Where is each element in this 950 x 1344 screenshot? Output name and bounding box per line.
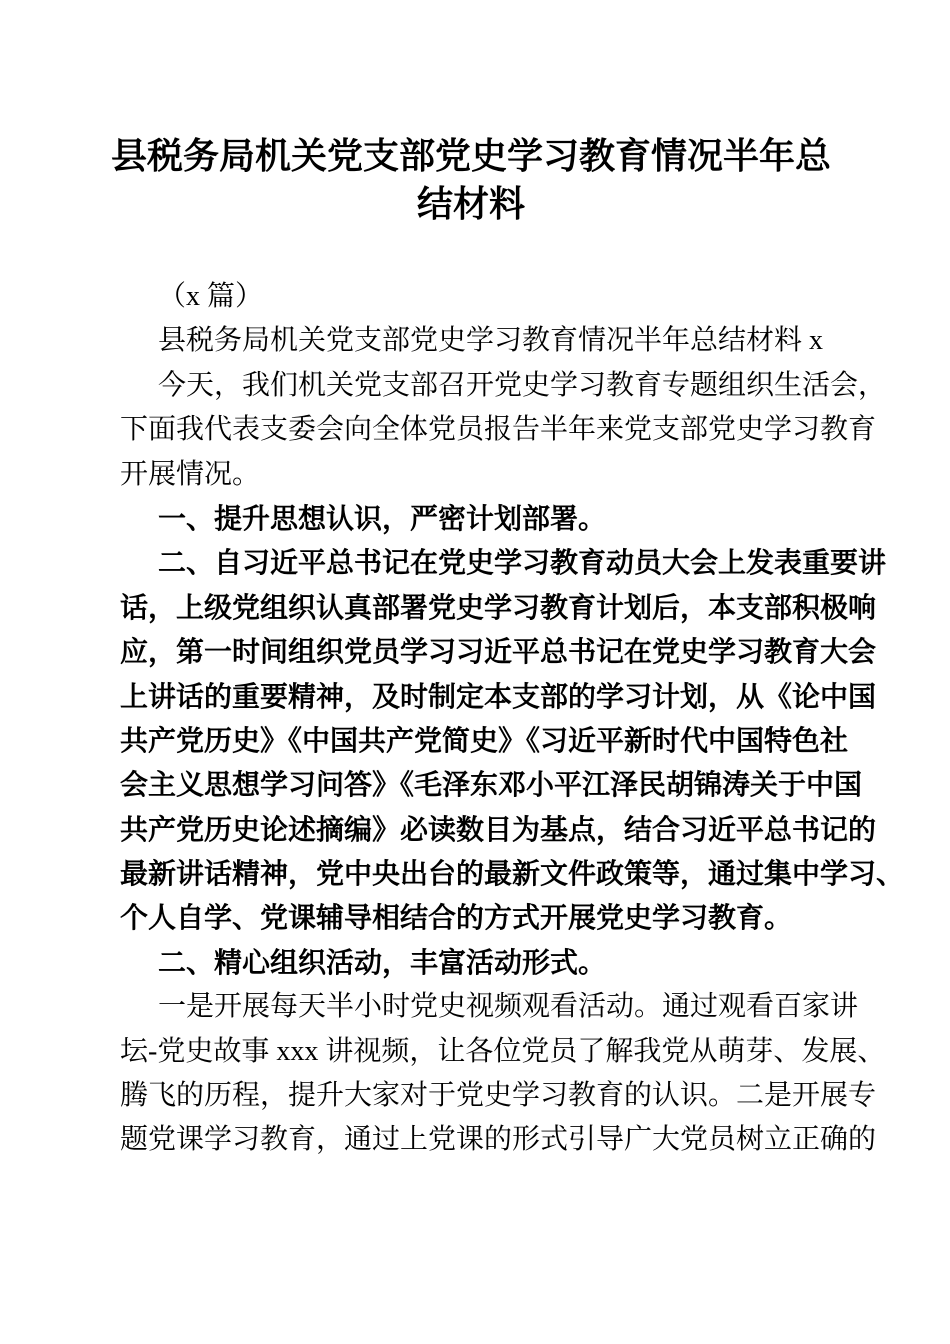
body-paragraph bbox=[120, 985, 886, 1163]
body-paragraph bbox=[120, 364, 887, 497]
text-line: 二、自习近平总书记在党史学习教育动员大会上发表重要讲 bbox=[158, 547, 887, 579]
text-line: （x 篇） bbox=[158, 281, 264, 312]
text-line: 话，上级党组织认真部署党史学习教育计划后，本支部积极响 bbox=[120, 591, 877, 623]
text-line: 县税务局机关党支部党史学习教育情况半年总结材料 x bbox=[158, 325, 824, 357]
text-line: 坛-党史故事 xxx 讲视频，让各位党员了解我党从萌芽、发展、 bbox=[120, 1035, 886, 1067]
text-line: 一、提升思想认识，严密计划部署。 bbox=[158, 502, 607, 534]
title-line: 县税务局机关党支部党史学习教育情况半年总 bbox=[110, 135, 831, 177]
text-line: 二、精心组织活动，丰富活动形式。 bbox=[158, 946, 607, 978]
document-body bbox=[120, 275, 905, 1163]
text-line: 应，第一时间组织党员学习习近平总书记在党史学习教育大会 bbox=[120, 636, 877, 668]
section-heading-paragraph bbox=[120, 541, 905, 941]
text-line: 开展情况。 bbox=[120, 458, 261, 490]
document-title bbox=[110, 132, 832, 228]
body-paragraph bbox=[120, 319, 822, 363]
text-line: 个人自学、党课辅导相结合的方式开展党史学习教育。 bbox=[120, 902, 793, 934]
text-line: 题党课学习教育，通过上党课的形式引导广大党员树立正确的 bbox=[120, 1124, 877, 1156]
text-line: 腾飞的历程，提升大家对于党史学习教育的认识。二是开展专 bbox=[120, 1080, 877, 1112]
title-line: 结材料 bbox=[416, 183, 525, 225]
text-line: 今天，我们机关党支部召开党史学习教育专题组织生活会， bbox=[158, 369, 887, 401]
text-line: 最新讲话精神，党中央出台的最新文件政策等，通过集中学习、 bbox=[120, 858, 905, 890]
text-line: 一是开展每天半小时党史视频观看活动。通过观看百家讲 bbox=[158, 991, 859, 1023]
body-paragraph bbox=[120, 275, 822, 319]
text-line: 共产党历史》《中国共产党简史》《习近平新时代中国特色社 bbox=[120, 724, 849, 756]
text-line: 上讲话的重要精神，及时制定本支部的学习计划，从《论中国 bbox=[120, 680, 877, 712]
text-line: 下面我代表支委会向全体党员报告半年来党支部党史学习教育 bbox=[120, 414, 877, 446]
section-heading-paragraph bbox=[120, 941, 822, 985]
text-line: 会主义思想学习问答》《毛泽东邓小平江泽民胡锦涛关于中国 bbox=[120, 769, 863, 801]
text-line: 共产党历史论述摘编》必读数目为基点，结合习近平总书记的 bbox=[120, 813, 877, 845]
section-heading-paragraph bbox=[120, 497, 822, 541]
